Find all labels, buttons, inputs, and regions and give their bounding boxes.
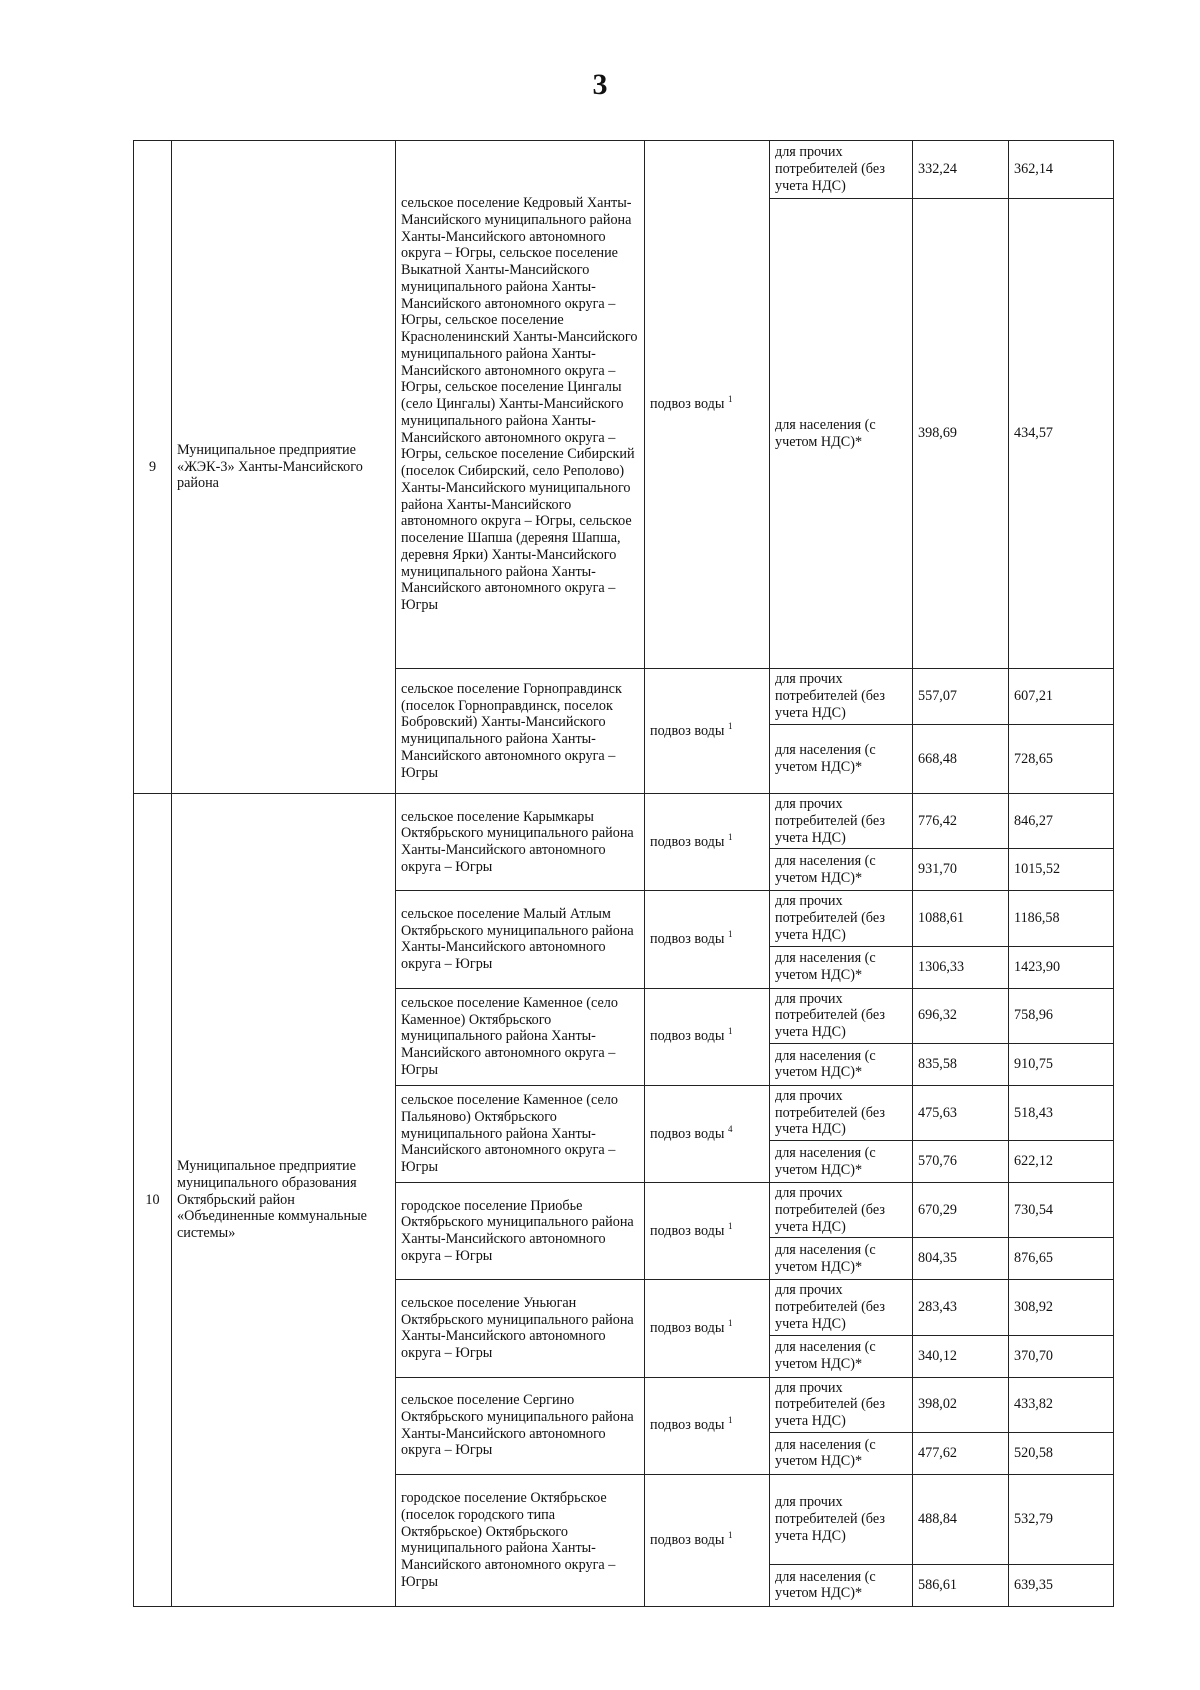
- consumer-group: для прочих потребителей (без учета НДС): [770, 1474, 913, 1564]
- tariff-value-2: 846,27: [1009, 794, 1114, 849]
- tariff-value-2: 1186,58: [1009, 891, 1114, 946]
- consumer-group: для прочих потребителей (без учета НДС): [770, 1183, 913, 1238]
- territory-name: сельское поселение Уньюган Октябрьского муниципального района Ханты-Мансийского автономного округа – Югры: [396, 1280, 645, 1377]
- service-cell: [645, 1280, 770, 1377]
- territory-name: городское поселение Приобье Октябрьского муниципального района Ханты-Мансийского автономного округа – Югры: [396, 1183, 645, 1280]
- service-name: подвоз воды: [650, 1028, 725, 1045]
- tariff-value-2: 1015,52: [1009, 849, 1114, 891]
- organization-name: Муниципальное предприятие муниципального образования Октябрьский район «Объединенные коммунальные системы»: [172, 794, 396, 1607]
- tariff-value-2: 758,96: [1009, 988, 1114, 1043]
- consumer-group: для прочих потребителей (без учета НДС): [770, 141, 913, 199]
- footnote-mark: 1: [727, 1220, 733, 1231]
- table-row: [134, 141, 1114, 199]
- tariff-table: [133, 140, 1114, 1607]
- consumer-group: для прочих потребителей (без учета НДС): [770, 988, 913, 1043]
- tariff-value-2: 639,35: [1009, 1564, 1114, 1606]
- consumer-group: для населения (с учетом НДС)*: [770, 849, 913, 891]
- consumer-group: для населения (с учетом НДС)*: [770, 1141, 913, 1183]
- territory-name: сельское поселение Горноправдинск (поселок Горноправдинск, поселок Бобровский) Ханты-Мансийского муниципального района Ханты-Мансийского автономного округа – Югры: [396, 669, 645, 794]
- consumer-group: для населения (с учетом НДС)*: [770, 1564, 913, 1606]
- tariff-value-1: 340,12: [913, 1335, 1009, 1377]
- footnote-mark: 1: [727, 1415, 733, 1426]
- footnote-mark: 4: [727, 1123, 733, 1134]
- footnote-mark: 1: [727, 1529, 733, 1540]
- service-name: подвоз воды: [650, 1320, 725, 1336]
- tariff-value-2: 434,57: [1009, 199, 1114, 669]
- tariff-value-1: 398,02: [913, 1377, 1009, 1432]
- consumer-group: для прочих потребителей (без учета НДС): [770, 1280, 913, 1335]
- tariff-value-1: 668,48: [913, 725, 1009, 794]
- tariff-table-body: [134, 141, 1114, 1607]
- tariff-value-2: 518,43: [1009, 1085, 1114, 1140]
- consumer-group: для прочих потребителей (без учета НДС): [770, 1377, 913, 1432]
- row-number: 10: [134, 794, 172, 1607]
- tariff-value-1: 804,35: [913, 1238, 1009, 1280]
- table-row: [134, 794, 1114, 849]
- territory-name: сельское поселение Каменное (село Пальяново) Октябрьского муниципального района Ханты-Мансийского автономного округа – Югры: [396, 1085, 645, 1182]
- service-name: подвоз воды: [650, 1417, 725, 1434]
- tariff-value-2: 876,65: [1009, 1238, 1114, 1280]
- service-name: подвоз воды: [650, 722, 725, 739]
- service-name: подвоз воды: [650, 396, 725, 413]
- tariff-value-2: 730,54: [1009, 1183, 1114, 1238]
- service-cell: [645, 1377, 770, 1474]
- consumer-group: для прочих потребителей (без учета НДС): [770, 794, 913, 849]
- tariff-value-1: 670,29: [913, 1183, 1009, 1238]
- footnote-mark: 1: [727, 394, 733, 405]
- footnote-mark: 1: [727, 831, 733, 842]
- tariff-value-1: 931,70: [913, 849, 1009, 891]
- tariff-value-2: 910,75: [1009, 1043, 1114, 1085]
- tariff-value-1: 477,62: [913, 1432, 1009, 1474]
- tariff-value-2: 622,12: [1009, 1141, 1114, 1183]
- service-name: подвоз воды: [650, 1222, 725, 1239]
- footnote-mark: 1: [727, 1318, 733, 1328]
- tariff-value-2: 362,14: [1009, 141, 1114, 199]
- tariff-value-1: 332,24: [913, 141, 1009, 199]
- consumer-group: для прочих потребителей (без учета НДС): [770, 891, 913, 946]
- service-cell: [645, 794, 770, 891]
- consumer-group: для населения (с учетом НДС)*: [770, 1238, 913, 1280]
- consumer-group: для прочих потребителей (без учета НДС): [770, 1085, 913, 1140]
- footnote-mark: 1: [727, 720, 733, 731]
- tariff-value-1: 696,32: [913, 988, 1009, 1043]
- service-name: подвоз воды: [650, 833, 725, 850]
- tariff-value-2: 728,65: [1009, 725, 1114, 794]
- service-cell: [645, 669, 770, 794]
- page-number: 3: [592, 68, 608, 101]
- territory-name: сельское поселение Каменное (село Каменное) Октябрьского муниципального района Ханты-Мансийского автономного округа – Югры: [396, 988, 645, 1085]
- tariff-value-2: 607,21: [1009, 669, 1114, 725]
- tariff-value-2: 532,79: [1009, 1474, 1114, 1564]
- organization-name: Муниципальное предприятие «ЖЭК-3» Ханты-Мансийского района: [172, 141, 396, 794]
- consumer-group: для населения (с учетом НДС)*: [770, 725, 913, 794]
- service-cell: [645, 988, 770, 1085]
- service-cell: [645, 1085, 770, 1182]
- service-cell: [645, 1474, 770, 1606]
- service-cell: [645, 891, 770, 988]
- territory-name: сельское поселение Кедровый Ханты-Мансийского муниципального района Ханты-Мансийского автономного округа – Югры, сельское поселение Выкатной Ханты-Мансийского муниципального района Ханты-Мансийского автономного округа – Югры, сельское поселение Красноленинский Ханты-Мансийского муниципального района Ханты-Мансийского автономного округа – Югры, сельское поселение Цингалы (село Цингалы) Ханты-Мансийского муниципального района Ханты-Мансийского автономного округа – Югры, сельское поселение Сибирский (поселок Сибирский, село Реполово) Ханты-Мансийского муниципального района Ханты-Мансийского автономного округа – Югры, сельское поселение Шапша (дереяня Шапша, деревня Ярки) Ханты-Мансийского муниципального района Ханты-Мансийского автономного округа – Югры: [396, 141, 645, 669]
- tariff-value-1: 475,63: [913, 1085, 1009, 1140]
- territory-name: сельское поселение Малый Атлым Октябрьского муниципального района Ханты-Мансийского автономного округа – Югры: [396, 891, 645, 988]
- footnote-mark: 1: [727, 929, 733, 939]
- tariff-value-2: 1423,90: [1009, 946, 1114, 988]
- tariff-value-2: 433,82: [1009, 1377, 1114, 1432]
- tariff-value-1: 398,69: [913, 199, 1009, 669]
- tariff-value-1: 570,76: [913, 1141, 1009, 1183]
- tariff-value-1: 283,43: [913, 1280, 1009, 1335]
- service-cell: [645, 1183, 770, 1280]
- tariff-value-1: 1306,33: [913, 946, 1009, 988]
- service-name: подвоз воды: [650, 1125, 725, 1142]
- territory-name: городское поселение Октябрьское (поселок городского типа Октябрьское) Октябрьского муниципального района Ханты-Мансийского автономного округа – Югры: [396, 1474, 645, 1606]
- tariff-value-1: 776,42: [913, 794, 1009, 849]
- consumer-group: для населения (с учетом НДС)*: [770, 1043, 913, 1085]
- tariff-value-1: 557,07: [913, 669, 1009, 725]
- tariff-value-1: 586,61: [913, 1564, 1009, 1606]
- footnote-mark: 1: [727, 1026, 733, 1037]
- consumer-group: для населения (с учетом НДС)*: [770, 946, 913, 988]
- tariff-value-2: 520,58: [1009, 1432, 1114, 1474]
- consumer-group: для населения (с учетом НДС)*: [770, 1335, 913, 1377]
- service-name: подвоз воды: [650, 1531, 725, 1548]
- tariff-value-1: 835,58: [913, 1043, 1009, 1085]
- consumer-group: для населения (с учетом НДС)*: [770, 1432, 913, 1474]
- service-cell: [645, 141, 770, 669]
- territory-name: сельское поселение Сергино Октябрьского муниципального района Ханты-Мансийского автономного округа – Югры: [396, 1377, 645, 1474]
- tariff-value-1: 1088,61: [913, 891, 1009, 946]
- row-number: 9: [134, 141, 172, 794]
- tariff-value-2: 308,92: [1009, 1280, 1114, 1335]
- consumer-group: для прочих потребителей (без учета НДС): [770, 669, 913, 725]
- consumer-group: для населения (с учетом НДС)*: [770, 199, 913, 669]
- tariff-value-2: 370,70: [1009, 1335, 1114, 1377]
- service-name: подвоз воды: [650, 931, 725, 947]
- tariff-value-1: 488,84: [913, 1474, 1009, 1564]
- territory-name: сельское поселение Карымкары Октябрьского муниципального района Ханты-Мансийского автономного округа – Югры: [396, 794, 645, 891]
